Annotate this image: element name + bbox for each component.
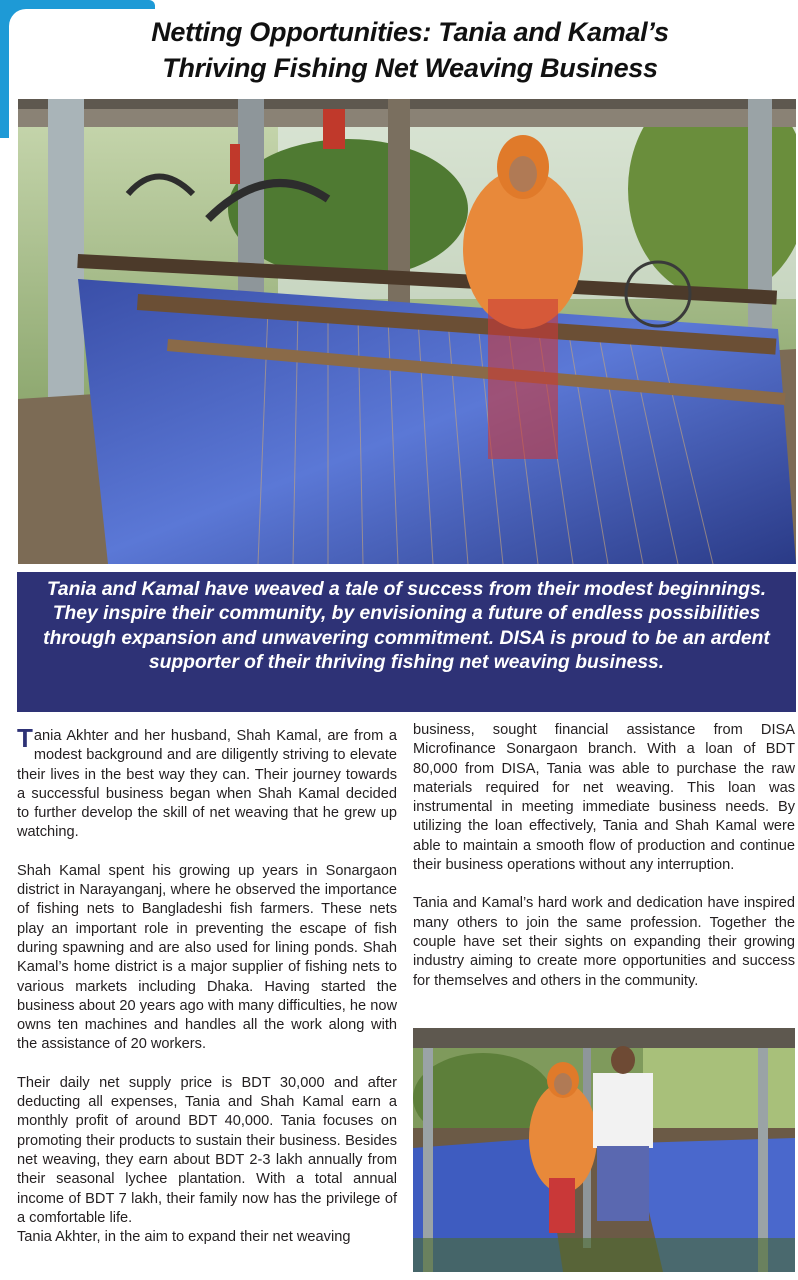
article-column-right [413,721,795,991]
paragraph-2: Shah Kamal spent his growing up years in Sonargaon district in Narayanganj, where he observed the importance of fishing nets to Bangladeshi fish farmers. These nets play an important role in preventing the escape of fish during spawning and are also used for lining ponds. Shah Kamal’s home district is a major supplier of fishing nets to various markets including Dhaka. Having started the business about 20 years ago with many difficulties, he now owns ten machines and handles all the work along with the assistance of 20 workers. [17,862,397,1053]
paragraph-5: Tania and Kamal’s hard work and dedication have inspired many others to join the same profession. Together the couple have set their sights on expanding their growing industry aiming to create more opportunities and success for themselves and others in the community. [413,895,795,989]
page-title [40,14,780,86]
corner-accent-horizontal [0,0,155,9]
title-line-2: Thriving Fishing Net Weaving Business [162,53,658,83]
paragraph-4-start: Tania Akhter, in the aim to expand their net weaving [17,1229,351,1246]
paragraph-3: Their daily net supply price is BDT 30,000 and after deducting all expenses, Tania and Shah Kamal earn a monthly profit of around BDT 40,000. Tania focuses on promoting their products to sustain their business. Besides net weaving, they earn about BDT 2-3 lakh annually from their seasonal lychee plantation. With a total annual income of BDT 7 lakh, their family now has the privilege of a comfortable life. [17,1074,397,1226]
corner-accent-vertical [0,0,9,138]
highlight-text: Tania and Kamal have weaved a tale of success from their modest beginnings. They inspire their community, by envisioning a future of endless possibilities through expansion and unwavering commitment. DISA is proud to be an ardent supporter of their thriving fishing net weaving business. [43,579,770,674]
paragraph-1-text: ania Akhter and her husband, Shah Kamal, are from a modest background and are diligently striving to elevate their lives in the best way they can. Their journey towards a successful business began when Shah Kamal decided to further develop the skill of net weaving that he grew up watching. [17,728,397,841]
hero-photo-loom [18,99,796,564]
couple-photo [413,1028,795,1272]
paragraph-1 [17,723,397,843]
drop-cap: T [17,723,33,753]
article-column-left [17,723,397,1247]
paragraph-4-continued: business, sought financial assistance from DISA Microfinance Sonargaon branch. With a loan of BDT 80,000 from DISA, Tania was able to purchase the raw materials required for net weaving. This loan was instrumental in meeting immediate business needs. By utilizing the loan effectively, Tania and Shah Kamal were able to maintain a smooth flow of production and continue their business operations without any interruption. [413,722,795,874]
highlight-box [17,572,796,712]
title-line-1: Netting Opportunities: Tania and Kamal’s [151,17,669,47]
